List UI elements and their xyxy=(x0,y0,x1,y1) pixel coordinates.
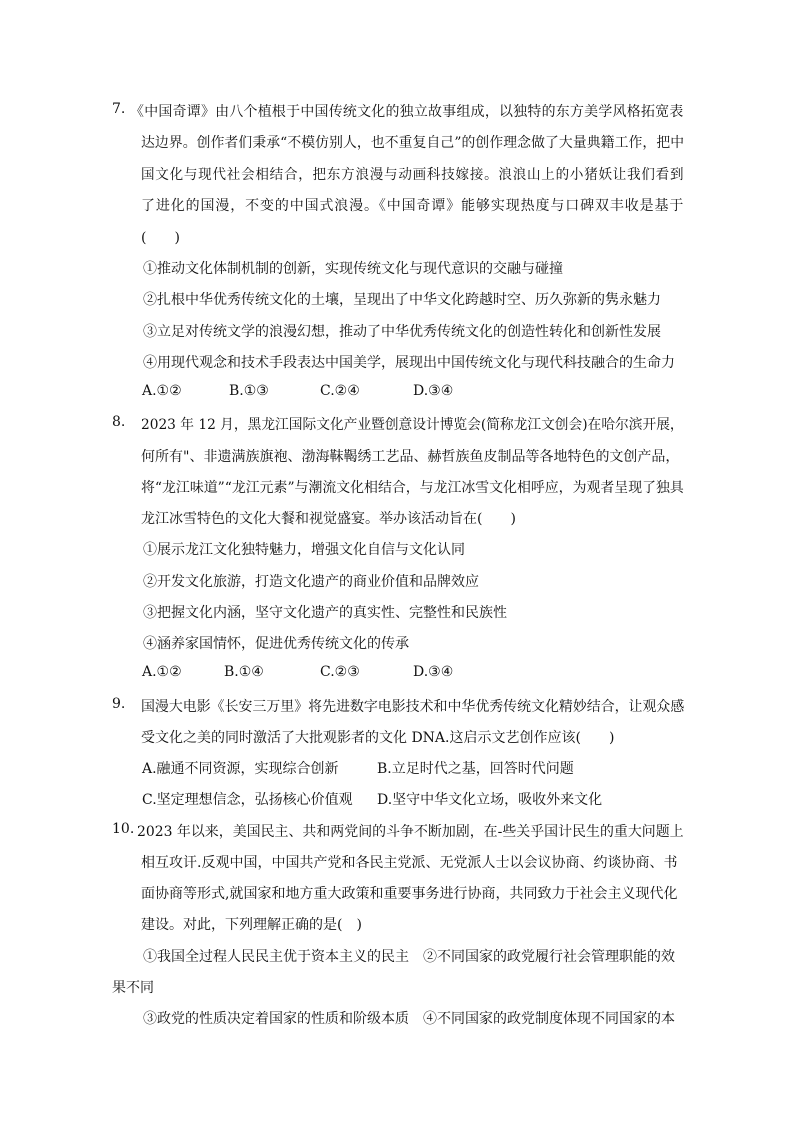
statement-option: ④用现代观念和技术手段表达中国美学，展现出中国传统文化与现代科技融合的生命力 xyxy=(143,355,675,371)
statement-option: ①推动文化体制机制的创新，实现传统文化与现代意识的交融与碰撞 xyxy=(143,261,563,277)
question-stem-line: 2023 年以来，美国民主、共和两党间的斗争不断加剧，在-些关乎国计民生的重大问题上 xyxy=(137,824,684,840)
question-number: 10. xyxy=(112,821,135,837)
answer-bracket: ( ) xyxy=(141,230,180,246)
question-number: 8. xyxy=(112,414,126,430)
statement-option: ③政党的性质决定着国家的性质和阶级本质 ④不同国家的政党制度体现不同国家的本 xyxy=(143,1011,675,1027)
choice-d: D.③④ xyxy=(413,383,454,399)
question-stem-line: 2023 年 12 月，黑龙江国际文化产业暨创意设计博览会(简称龙江文创会)在哈尔滨开展， xyxy=(141,417,684,433)
statement-option: ③立足对传统文学的浪漫幻想，推动了中华优秀传统文化的创造性转化和创新性发展 xyxy=(143,324,661,340)
statement-option-continued: 果不同 xyxy=(112,980,154,996)
statement-option: ①我国全过程人民民主优于资本主义的民主 ②不同国家的政党履行社会管理职能的效 xyxy=(143,949,675,965)
question-stem-line: 受文化之美的同时激活了大批观影者的文化 DNA.这启示文艺创作应该( ) xyxy=(141,730,615,746)
question-stem-line: 国文化与现代社会相结合，把东方浪漫与动画科技嫁接。浪浪山上的小猪妖让我们看到 xyxy=(141,167,685,183)
question-stem-line: 建设。对此，下列理解正确的是( ) xyxy=(141,917,362,933)
choice-b: B.立足时代之基，回答时代问题 xyxy=(377,761,574,777)
question-stem-line: 龙江冰雪特色的文化大餐和视觉盛宴。举办该活动旨在( ) xyxy=(141,511,516,527)
choice-d: D.③④ xyxy=(413,664,454,680)
question-stem-line: 相互攻讦.反观中国，中国共产党和各民主党派、无党派人士以会议协商、约谈协商、书 xyxy=(141,855,678,871)
statement-option: ③把握文化内涵，坚守文化遗产的真实性、完整性和民族性 xyxy=(143,605,507,621)
question-stem-line: 将“龙江味道”“龙江元素”与潮流文化相结合，与龙江冰雪文化相呼应，为观者呈现了独具 xyxy=(141,480,684,496)
choice-a: A.①② xyxy=(142,383,182,399)
choice-a: A.①② xyxy=(142,664,182,680)
choice-c: C.坚定理想信念，弘扬核心价值观 xyxy=(142,792,353,808)
question-stem-line: 了进化的国漫，不变的中国式浪漫。《中国奇谭》能够实现热度与口碑双丰收是基于 xyxy=(141,198,685,214)
choice-d: D.坚守中华文化立场，吸收外来文化 xyxy=(377,792,603,808)
choice-b: B.①③ xyxy=(229,383,269,399)
choice-c: C.②④ xyxy=(320,383,360,399)
statement-option: ②开发文化旅游，打造文化遗产的商业价值和品牌效应 xyxy=(143,574,479,590)
choice-c: C.②③ xyxy=(320,664,360,680)
question-stem-line: 面协商等形式,就国家和地方重大政策和重要事务进行协商，共同致力于社会主义现代化 xyxy=(141,886,678,902)
choice-b: B.①④ xyxy=(224,664,264,680)
choice-a: A.融通不同资源，实现综合创新 xyxy=(142,761,339,777)
question-number: 7. xyxy=(112,101,126,117)
statement-option: ②扎根中华优秀传统文化的土壤，呈现出了中华文化跨越时空、历久弥新的隽永魅力 xyxy=(143,292,661,308)
question-stem-line: 达边界。创作者们秉承“不模仿别人，也不重复自己”的创作理念做了大量典籍工作，把中 xyxy=(141,135,685,151)
question-stem-line: 《中国奇谭》由八个植根于中国传统文化的独立故事组成，以独特的东方美学风格拓宽表 xyxy=(130,104,684,120)
question-stem-line: 何所有"、非遗满族旗袍、渤海靺鞨绣工艺品、赫哲族鱼皮制品等各地特色的文创产品， xyxy=(141,449,680,465)
statement-option: ①展示龙江文化独特魅力，增强文化自信与文化认同 xyxy=(143,542,465,558)
question-number: 9. xyxy=(112,696,126,712)
question-stem-line: 国漫大电影《长安三万里》将先进数字电影技术和中华优秀传统文化精妙结合，让观众感 xyxy=(141,699,685,715)
statement-option: ④涵养家国情怀，促进优秀传统文化的传承 xyxy=(143,636,409,652)
